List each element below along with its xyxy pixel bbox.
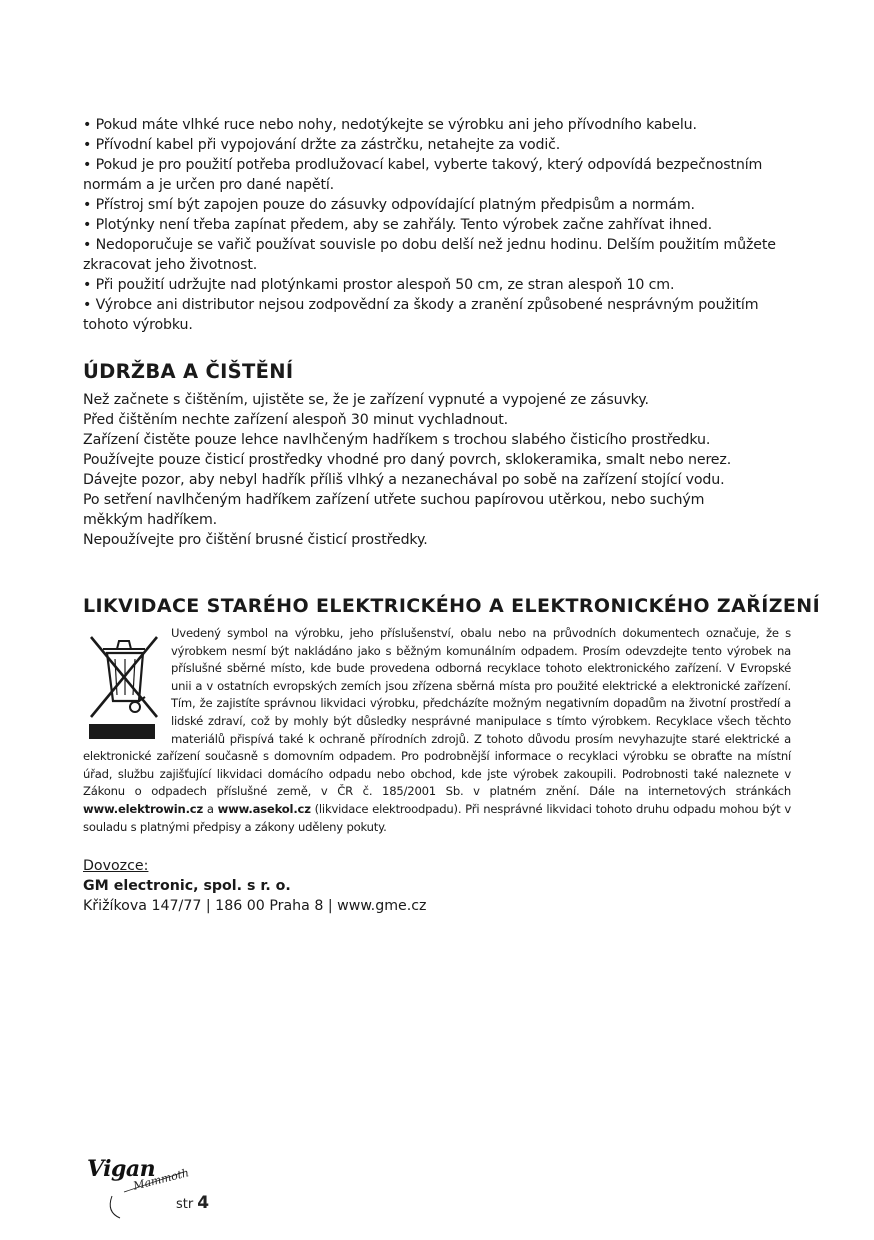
bullet-item: • Pokud je pro použití potřeba prodlužovací kabel, vyberte takový, který odpovídá bezpečnostním normám a je určen pro dané napětí. bbox=[83, 157, 763, 193]
bullet-item: • Přívodní kabel při vypojování držte za zástrčku, netahejte za vodič. bbox=[83, 137, 561, 153]
page-number bbox=[176, 1193, 209, 1213]
bullet-item: • Pokud máte vlhké ruce nebo nohy, nedotýkejte se výrobku ani jeho přívodního kabelu. bbox=[83, 117, 697, 133]
disposal-section bbox=[83, 625, 791, 836]
page-number-value: 4 bbox=[197, 1193, 210, 1213]
cleaning-section bbox=[83, 390, 743, 550]
importer-company: GM electronic, spol. s r. o. bbox=[83, 878, 291, 894]
importer-block bbox=[83, 856, 427, 916]
asekol-link: www.asekol.cz bbox=[217, 801, 311, 816]
weee-underline-bar bbox=[89, 724, 155, 739]
crossed-out-wheelie-bin-icon bbox=[83, 627, 163, 745]
disposal-text-part1: Uvedený symbol na výrobku, jeho příslušenství, obalu nebo na průvodních dokumentech označuje, že s výrobkem nesmí být nakládáno jako s běžným komunálním odpadem. Prosím odevzdejte tento výrobek na příslušné sběrné místo, kde bude provedena odborná recyklace tohoto elektronického zařízení. V Evropské unii a v ostatních evropských zemích jsou zřízena sběrná místa pro použité elektrické a elektronické zařízení. Tím, že zajistíte správnou likvidaci výrobku, předcházíte možným negativním dopadům na životní prostředí a lidské zdraví, což by mohly být důsledky nesprávné manipulace s tímto výrobkem. Recyklace všech těchto materiálů přispívá také k ochraně přírodních zdrojů. Z tohoto důvodu prosím nevyhazujte staré elektrické a elektronické zařízení současně s domovním odpadem. Pro podrobnější informace o recyklaci výrobku se obraťte na místní úřad, službu zajišťující likvidaci domácího odpadu nebo obchod, kde jste výrobek zakoupili. Podrobnosti také naleznete v Zákonu o odpadech příslušné země, v ČR č. 185/2001 Sb. v platném znění. Dále na internetových stránkách bbox=[83, 626, 791, 799]
importer-label: Dovozce: bbox=[83, 858, 149, 874]
cleaning-line: Dávejte pozor, aby nebyl hadřík příliš vlhký a nezanechával po sobě na zařízení stojící vodu. bbox=[83, 472, 725, 488]
importer-address: Křižíkova 147/77 | 186 00 Praha 8 | www.gme.cz bbox=[83, 898, 427, 914]
cleaning-line: Po setření navlhčeným hadříkem zařízení utřete suchou papírovou utěrkou, nebo suchým měkkým hadříkem. bbox=[83, 492, 705, 528]
cleaning-heading: ÚDRŽBA A ČIŠTĚNÍ bbox=[83, 360, 294, 383]
cleaning-line: Než začnete s čištěním, ujistěte se, že je zařízení vypnuté a vypojené ze zásuvky. bbox=[83, 392, 649, 408]
bullet-item: • Nedoporučuje se vařič používat souvisle po dobu delší než jednu hodinu. Delším použitím můžete zkracovat jeho životnost. bbox=[83, 237, 776, 273]
bullet-item: • Při použití udržujte nad plotýnkami prostor alespoň 50 cm, ze stran alespoň 10 cm. bbox=[83, 277, 675, 293]
cleaning-line: Používejte pouze čisticí prostředky vhodné pro daný povrch, sklokeramika, smalt nebo nerez. bbox=[83, 452, 732, 468]
safety-bullets bbox=[83, 115, 803, 335]
bullet-item: • Přístroj smí být zapojen pouze do zásuvky odpovídající platným předpisům a normám. bbox=[83, 197, 695, 213]
disposal-text-part2: (likvidace elektroodpadu). Při nesprávné likvidaci tohoto druhu odpadu mohou být v souladu s platnými předpisy a zákony uděleny pokuty. bbox=[83, 801, 791, 834]
cleaning-line: Před čištěním nechte zařízení alespoň 30 minut vychladnout. bbox=[83, 412, 509, 428]
disposal-text-and: a bbox=[203, 801, 218, 816]
disposal-text bbox=[83, 625, 791, 836]
elektrowin-link: www.elektrowin.cz bbox=[83, 801, 203, 816]
disposal-heading: LIKVIDACE STARÉHO ELEKTRICKÉHO A ELEKTRONICKÉHO ZAŘÍZENÍ bbox=[83, 595, 821, 617]
logo-brand: Vigan bbox=[87, 1156, 156, 1182]
cleaning-line: Nepoužívejte pro čištění brusné čisticí prostředky. bbox=[83, 532, 428, 548]
bullet-item: • Výrobce ani distributor nejsou zodpovědní za škody a zranění způsobené nesprávným použitím tohoto výrobku. bbox=[83, 297, 759, 333]
page-prefix: str bbox=[176, 1197, 194, 1212]
cleaning-line: Zařízení čistěte pouze lehce navlhčeným hadříkem s trochou slabého čisticího prostředku. bbox=[83, 432, 711, 448]
logo-sub-brand: Mammoth bbox=[132, 1166, 191, 1193]
bullet-item: • Plotýnky není třeba zapínat předem, aby se zahřály. Tento výrobek začne zahřívat ihned. bbox=[83, 217, 712, 233]
